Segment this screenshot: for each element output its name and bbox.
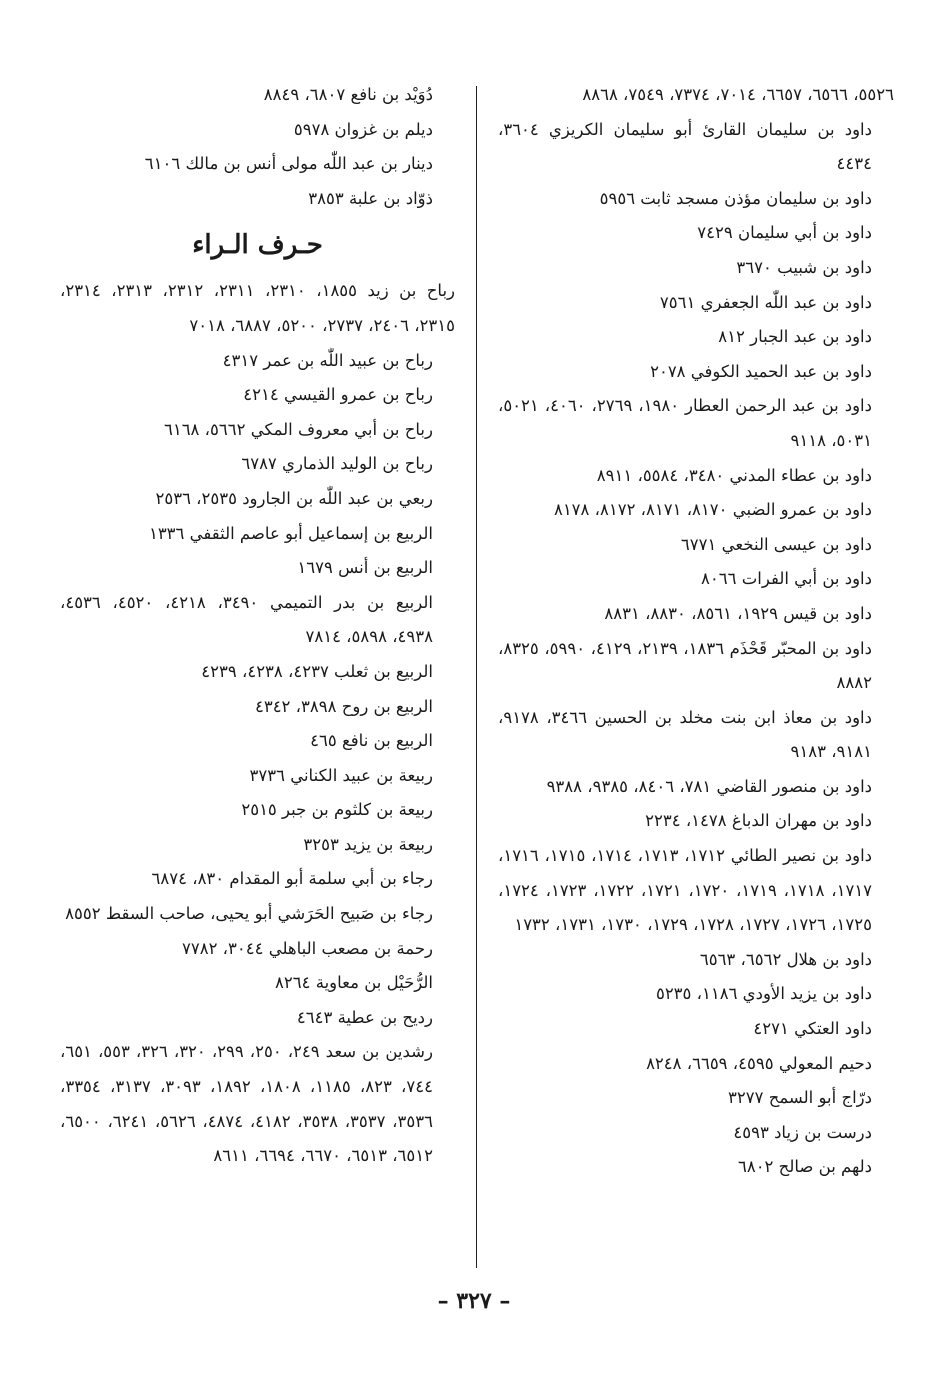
index-entry: داود بن هلال ٦٥٦٢، ٦٥٦٣ [699, 949, 872, 969]
index-entry: الربيع بن نافع ٤٦٥ [310, 731, 433, 751]
index-entry: ذوّاد بن علبة ٣٨٥٣ [308, 188, 433, 208]
index-entry: داود بن عيسى النخعي ٦٧٧١ [680, 534, 872, 554]
index-entry: دينار بن عبد اللّٰه مولى أنس بن مالك ٦١٠٦ [144, 154, 433, 174]
index-entry: داود بن عطاء المدني ٣٤٨٠، ٥٥٨٤، ٨٩١١ [596, 465, 872, 485]
page-number: – ٣٢٧ – [437, 1288, 511, 1314]
index-entry: داود العتكي ٤٢٧١ [753, 1019, 872, 1039]
index-entry: داود بن المحبّر قَحْذَم ١٨٣٦، ٢١٣٩، ٤١٢٩، ٥٩٩٠، ٨٣٢٥، ٨٨٨٢ [498, 638, 872, 693]
index-entry: الربيع بن روح ٣٨٩٨، ٤٣٤٢ [254, 696, 433, 716]
index-entry: داود بن عبد اللّٰه الجعفري ٧٥٦١ [659, 292, 872, 312]
index-entry: داود بن أبي سليمان ٧٤٢٩ [697, 223, 872, 243]
index-entry: رباح بن عمرو القيسي ٤٢١٤ [243, 385, 433, 405]
index-entry: داود بن عبد الرحمن العطار ١٩٨٠، ٢٧٦٩، ٤٠٦٠، ٥٠٢١، ٥٠٣١، ٩١١٨ [498, 396, 872, 450]
index-entry: ربعي بن عبد اللّٰه بن الجارود ٢٥٣٥، ٢٥٣٦ [155, 488, 433, 508]
index-entry: الربيع بن ثعلب ٤٢٣٧، ٤٢٣٨، ٤٢٣٩ [201, 661, 433, 681]
index-entry: داود بن يزيد الأودي ١١٨٦، ٥٢٣٥ [655, 984, 872, 1004]
left-column-top-entries [60, 78, 455, 216]
index-entry: رديح بن عطية ٤٦٤٣ [296, 1007, 433, 1027]
index-entry: الربيع بن إسماعيل أبو عاصم الثقفي ١٣٣٦ [148, 523, 433, 543]
index-entry: داود بن أبي الفرات ٨٠٦٦ [701, 569, 872, 589]
column-divider [476, 86, 477, 1268]
index-entry: داود بن قيس ١٩٢٩، ٨٥٦١، ٨٨٣٠، ٨٨٣١ [604, 603, 872, 623]
index-page [60, 78, 894, 1288]
index-entry: ربيعة بن كلثوم بن جبر ٢٥١٥ [241, 800, 433, 820]
index-entry: دُوَيْد بن نافع ٦٨٠٧، ٨٨٤٩ [263, 85, 433, 104]
index-entry: داود بن شبيب ٣٦٧٠ [736, 257, 872, 277]
index-entry: داود بن عبد الحميد الكوفي ٢٠٧٨ [650, 361, 872, 381]
index-entry: الرُّحَيْل بن معاوية ٨٢٦٤ [275, 973, 433, 993]
index-entry: رجاء بن أبي سلمة أبو المقدام ٨٣٠، ٦٨٧٤ [151, 869, 433, 889]
index-entry: داود بن نصير الطائي ١٧١٢، ١٧١٣، ١٧١٤، ١٧١٥، ١٧١٦، ١٧١٧، ١٧١٨، ١٧١٩، ١٧٢٠، ١٧٢١، ١٧٢٢، ١٧٢٣، ١٧٢٤، ١٧٢٥، ١٧٢٦، ١٧٢٧، ١٧٢٨، ١٧٢٩، ١٧٣٠، ١٧٣١، ١٧٣٢ [498, 846, 873, 935]
index-entry: داود بن سليمان القارئ أبو سليمان الكريزي ٣٦٠٤، ٤٤٣٤ [498, 119, 872, 174]
index-entry: ربيعة بن عبيد الكناني ٣٧٣٦ [249, 765, 433, 785]
index-entry: رشدين بن سعد ٢٤٩، ٢٥٠، ٢٩٩، ٣٢٠، ٣٢٦، ٥٥٣، ٦٥١، ٧٤٤، ٨٢٣، ١١٨٥، ١٨٠٨، ١٨٩٢، ٣٠٩٣، ٣١٣٧، ٣٣٥٤، ٣٥٣٦، ٣٥٣٧، ٣٥٣٨، ٤١٨٢، ٤٨٧٤، ٥٦٢٦، ٦٢٤١، ٦٥٠٠، ٦٥١٢، ٦٥١٣، ٦٦٧٠، ٦٦٩٤، ٨٦١١ [60, 1042, 433, 1166]
index-entry: رباح بن أبي معروف المكي ٥٦٦٢، ٦١٦٨ [163, 419, 433, 439]
index-entry: رباح بن عبيد اللّٰه بن عمر ٤٣١٧ [222, 350, 433, 370]
index-entry: رباح بن الوليد الذماري ٦٧٨٧ [241, 454, 433, 474]
index-entry: ٥٥٢٦، ٦٥٦٦، ٦٦٥٧، ٧٠١٤، ٧٣٧٤، ٧٥٤٩، ٨٨٦٨ [582, 85, 894, 104]
index-entry: ديلم بن غزوان ٥٩٧٨ [293, 119, 433, 139]
right-column [498, 78, 894, 1288]
index-entry: داود بن عبد الجبار ٨١٢ [718, 327, 872, 347]
index-entry: رباح بن زيد ١٨٥٥، ٢٣١٠، ٢٣١١، ٢٣١٢، ٢٣١٣، ٢٣١٤، ٢٣١٥، ٢٤٠٦، ٢٧٣٧، ٥٢٠٠، ٦٨٨٧، ٧٠١٨ [60, 281, 455, 335]
section-heading-raa: حـرف الـراء [192, 230, 323, 261]
index-entry: رحمة بن مصعب الباهلي ٣٠٤٤، ٧٧٨٢ [181, 938, 433, 958]
index-entry: الربيع بن بدر التميمي ٣٤٩٠، ٤٢١٨، ٤٥٢٠، ٤٥٣٦، ٤٩٣٨، ٥٨٩٨، ٧٨١٤ [60, 592, 433, 647]
index-entry: داود بن معاذ ابن بنت مخلد بن الحسين ٣٤٦٦، ٩١٧٨، ٩١٨١، ٩١٨٣ [498, 707, 872, 762]
index-entry: داود بن عمرو الضبي ٨١٧٠، ٨١٧١، ٨١٧٢، ٨١٧٨ [553, 500, 872, 520]
index-entry: دلهم بن صالح ٦٨٠٢ [737, 1157, 872, 1177]
left-column-bottom-entries [60, 274, 455, 1173]
index-entry: داود بن مهران الدباغ ١٤٧٨، ٢٢٣٤ [645, 811, 872, 831]
index-entry: داود بن سليمان مؤذن مسجد ثابت ٥٩٥٦ [599, 188, 872, 208]
index-entry: داود بن منصور القاضي ٧٨١، ٨٤٠٦، ٩٣٨٥، ٩٣٨٨ [546, 776, 872, 796]
index-entry: الربيع بن أنس ١٦٧٩ [297, 558, 433, 578]
index-entry: ربيعة بن يزيد ٣٢٥٣ [303, 834, 433, 854]
index-entry: دحيم المعولي ٤٥٩٥، ٦٦٥٩، ٨٢٤٨ [646, 1053, 872, 1073]
index-entry: درست بن زياد ٤٥٩٣ [733, 1122, 872, 1142]
index-entry: رجاء بن صَبيح الحَرَشي أبو يحيى، صاحب السقط ٨٥٥٢ [65, 904, 433, 924]
left-column [60, 78, 455, 1288]
index-entry: درّاج أبو السمح ٣٢٧٧ [728, 1088, 872, 1108]
